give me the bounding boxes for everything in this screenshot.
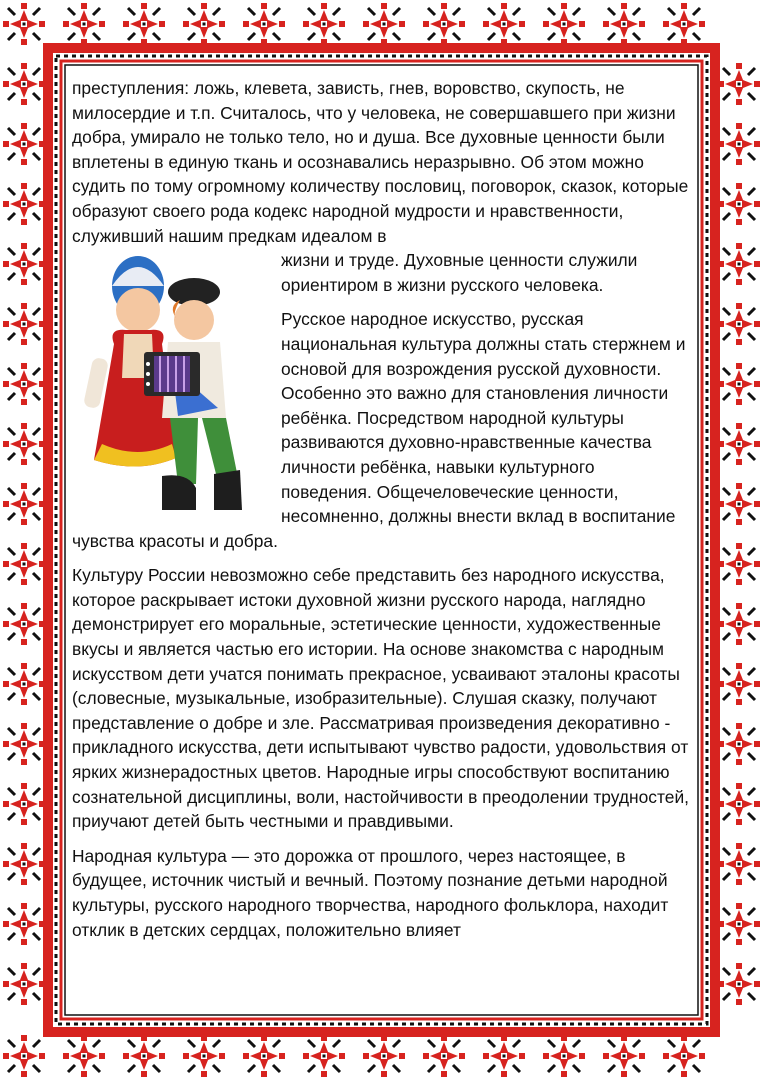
paragraph-2: Русское народное искусство, русская национальная культура должны стать стержнем и основой для возрождения русской духовности. Особенно это важно для становления личности ребёнка. Посредством народной культуры развиваются духовно-нравственные качества личности ребёнка, навыки культурного поведения. Общечеловеческие ценности, несомненно, должны внести вклад в воспитание чувства красоты и добра. — [72, 309, 686, 551]
embroidery-motif — [718, 783, 760, 825]
embroidery-motif — [718, 843, 760, 885]
paragraph-3: Культуру России невозможно себе представить без народного искусства, которое раскрывает истоки духовной жизни русского народа, наглядно демонстрирует его моральные, эстетические ценности, художественные вкусы и является частью его истории. На основе знакомства с народным искусством дети учатся понимать прекрасное, усваивают эталоны красоты (словесные, музыкальные, изобразительные). Слушая сказку, получают представление о добре и зле. Рассматривая произведения декоративно - прикладного искусства, дети испытывают чувство радости, удовольствия от ярких жизнерадостных цветов. Народные игры способствуют воспитанию сознательной дисциплины, воли, настойчивости в преодолении трудностей, приучают детей быть честными и правдивыми. — [72, 565, 689, 832]
embroidery-motif — [718, 963, 760, 1005]
embroidery-motif — [483, 3, 525, 45]
embroidery-motif — [718, 363, 760, 405]
paragraph-1-bottom: жизни и труде. Духовные ценности служили ориентиром в жизни русского человека. — [281, 250, 638, 295]
embroidery-motif — [123, 1035, 165, 1077]
embroidery-motif — [3, 123, 45, 165]
embroidery-motif — [3, 843, 45, 885]
embroidery-motif — [3, 483, 45, 525]
embroidery-motif — [3, 243, 45, 285]
embroidery-motif — [63, 3, 105, 45]
embroidery-motif — [363, 1035, 405, 1077]
document-body — [72, 76, 690, 991]
accordion-icon — [144, 352, 200, 396]
embroidery-motif — [543, 1035, 585, 1077]
embroidery-motif — [718, 183, 760, 225]
embroidery-motif — [718, 483, 760, 525]
embroidery-motif — [3, 603, 45, 645]
embroidery-motif — [423, 3, 465, 45]
embroidery-motif — [718, 423, 760, 465]
embroidery-motif — [243, 3, 285, 45]
embroidery-motif — [3, 63, 45, 105]
embroidery-motif — [718, 663, 760, 705]
embroidery-motif — [3, 723, 45, 765]
embroidery-motif — [3, 1035, 45, 1077]
embroidery-motif — [663, 1035, 705, 1077]
embroidery-motif — [3, 303, 45, 345]
embroidery-motif — [3, 543, 45, 585]
embroidery-motif — [183, 1035, 225, 1077]
embroidery-motif — [663, 3, 705, 45]
embroidery-motif — [718, 543, 760, 585]
embroidery-motif — [3, 963, 45, 1005]
embroidery-motif — [123, 3, 165, 45]
embroidery-motif — [543, 3, 585, 45]
embroidery-motif — [3, 663, 45, 705]
embroidery-motif — [718, 243, 760, 285]
embroidery-motif — [718, 123, 760, 165]
embroidery-motif — [363, 3, 405, 45]
embroidery-motif — [303, 1035, 345, 1077]
paragraph-1-top: преступления: ложь, клевета, зависть, гнев, воровство, скупость, не милосердие и т.п. Считалось, что у человека, не совершавшего при жизни добра, умирало не только тело, но и душа. Все духовные ценности были вплетены в единую ткань и осознавались неразрывно. Об этом можно судить по тому огромному количеству пословиц, поговорок, сказок, которые образуют своего рода кодекс народной мудрости и нравственности, служивший нашим предкам идеалом в — [72, 78, 689, 246]
embroidery-motif — [63, 1035, 105, 1077]
embroidery-motif — [3, 183, 45, 225]
embroidery-motif — [718, 603, 760, 645]
embroidery-motif — [603, 1035, 645, 1077]
embroidery-motif — [718, 903, 760, 945]
embroidery-motif — [603, 3, 645, 45]
embroidery-motif — [3, 423, 45, 465]
embroidery-motif — [718, 723, 760, 765]
embroidery-motif — [303, 3, 345, 45]
embroidery-motif — [3, 783, 45, 825]
embroidery-motif — [183, 3, 225, 45]
paragraph-4: Народная культура — это дорожка от прошлого, через настоящее, в будущее, источник чистый и вечный. Поэтому познание детьми народной культуры, русского народного творчества, народного фольклора, находит отклик в детских сердцах, положительно влияет — [72, 845, 669, 940]
folk-children-illustration — [72, 248, 281, 518]
embroidery-motif — [3, 363, 45, 405]
embroidery-motif — [243, 1035, 285, 1077]
embroidery-motif — [718, 303, 760, 345]
embroidery-motif — [3, 3, 45, 45]
embroidery-motif — [483, 1035, 525, 1077]
embroidery-motif — [718, 63, 760, 105]
embroidery-motif — [3, 903, 45, 945]
embroidery-motif — [423, 1035, 465, 1077]
